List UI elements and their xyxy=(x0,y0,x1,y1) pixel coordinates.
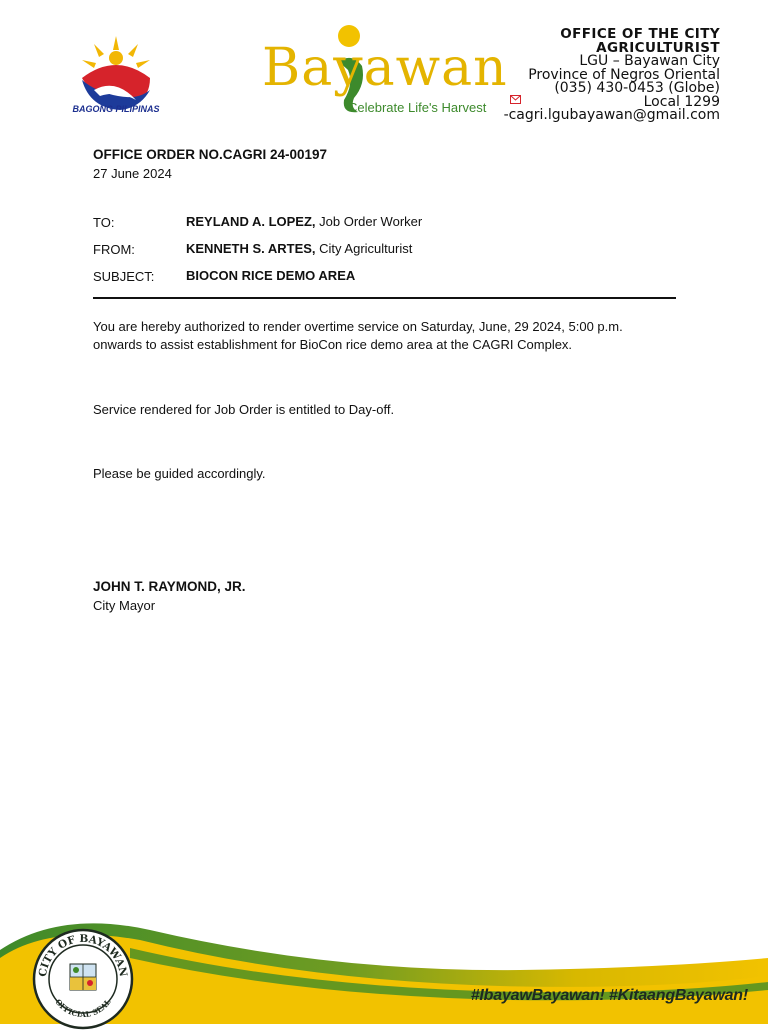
office-lgu: LGU – Bayawan City xyxy=(579,53,720,69)
office-phone: (035) 430-0453 (Globe) xyxy=(554,80,720,96)
office-title-line-2: AGRICULTURIST xyxy=(596,40,720,56)
memo-from-role: City Agriculturist xyxy=(315,241,413,256)
memo-to-role: Job Order Worker xyxy=(315,214,423,229)
body-paragraph-3: Please be guided accordingly. xyxy=(93,466,266,481)
office-contact-block xyxy=(460,27,720,123)
office-order-date: 27 June 2024 xyxy=(93,166,172,181)
memo-divider xyxy=(93,297,676,299)
memo-subject-value xyxy=(186,268,355,283)
memo-to-value xyxy=(186,214,422,229)
brand-tagline: Celebrate Life's Harvest xyxy=(348,100,487,115)
city-official-seal xyxy=(32,928,134,1030)
office-title-line-1: OFFICE OF THE CITY xyxy=(560,26,720,42)
office-email: -cagri.lgubayawan@gmail.com xyxy=(503,107,720,123)
body-paragraph-1 xyxy=(93,318,693,354)
memo-from-value xyxy=(186,241,412,256)
memo-subject-label: SUBJECT: xyxy=(93,269,155,284)
mail-icon xyxy=(510,95,521,104)
memo-from-label: FROM: xyxy=(93,242,135,257)
office-province: Province of Negros Oriental xyxy=(528,66,720,83)
body-paragraph-1-line-2: onwards to assist establishment for BioCon rice demo area at the CAGRI Complex. xyxy=(93,337,573,352)
signatory-title: City Mayor xyxy=(93,598,156,613)
memo-to-name: REYLAND A. LOPEZ, xyxy=(186,214,316,229)
body-paragraph-2: Service rendered for Job Order is entitled to Day-off. xyxy=(93,402,395,417)
seal-text-bottom: OFFICIAL SEAL xyxy=(53,997,113,1020)
body-paragraph-1-line-1: You are hereby authorized to render overtime service on Saturday, June, 29 2024, 5:00 p.m. xyxy=(93,319,623,334)
office-order-number: OFFICE ORDER NO.CAGRI 24-00197 xyxy=(93,147,328,162)
footer-hashtags: #IbayawBayawan! #KitaangBayawan! xyxy=(470,987,748,1004)
memo-to-label: TO: xyxy=(93,215,115,230)
left-logo-caption: BAGONG PILIPINAS xyxy=(72,104,160,114)
memo-from-name: KENNETH S. ARTES, xyxy=(186,241,316,256)
memo-subject-text: BIOCON RICE DEMO AREA xyxy=(186,268,356,283)
seal-text-top: CITY OF BAYAWAN xyxy=(36,932,130,978)
office-local: Local 1299 xyxy=(643,93,720,110)
brand-word: Bayawan xyxy=(262,38,508,98)
signatory-name: JOHN T. RAYMOND, JR. xyxy=(93,579,246,594)
